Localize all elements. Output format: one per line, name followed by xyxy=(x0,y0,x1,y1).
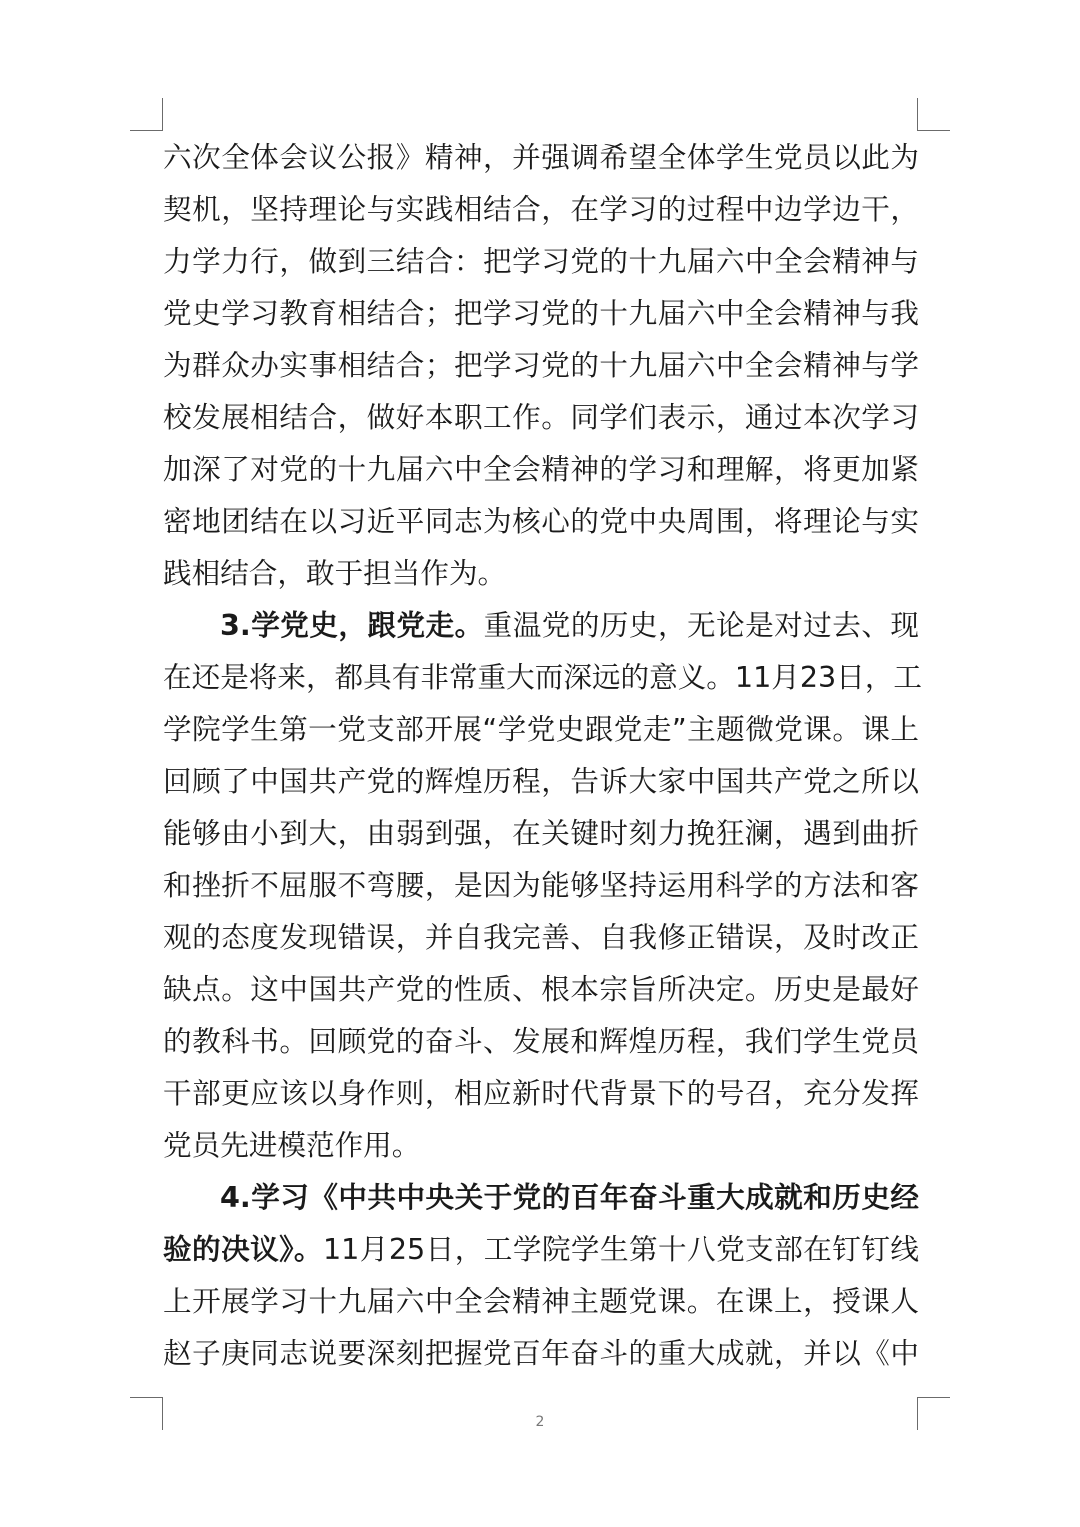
text-line: 能够由小到大，由弱到强，在关键时刻力挽狂澜，遇到曲折 xyxy=(163,816,919,850)
text-line: 回顾了中国共产党的辉煌历程，告诉大家中国共产党之所以 xyxy=(163,764,919,798)
paragraph-line xyxy=(163,1223,919,1275)
text-span: 重温党的历史，无论是对过去、现 xyxy=(483,608,919,642)
text-line: 力学力行，做到三结合：把学习党的十九届六中全会精神与 xyxy=(163,244,919,278)
text-line: 学院学生第一党支部开展“学党史跟党走”主题微党课。课上 xyxy=(163,712,919,746)
text-line: 和挫折不屈服不弯腰，是因为能够坚持运用科学的方法和客 xyxy=(163,868,919,902)
crop-mark-top-right xyxy=(917,98,950,131)
text-line: 观的态度发现错误，并自我完善、自我修正错误，及时改正 xyxy=(163,920,919,954)
text-line: 在还是将来，都具有非常重大而深远的意义。11月23日，工 xyxy=(163,660,923,694)
text-line: 党史学习教育相结合；把学习党的十九届六中全会精神与我 xyxy=(163,296,919,330)
document-body xyxy=(163,131,923,1379)
section-heading-end: 验的决议》。 xyxy=(163,1232,323,1266)
text-line: 党员先进模范作用。 xyxy=(163,1128,421,1162)
crop-mark-top-left xyxy=(130,98,163,131)
text-line: 缺点。这中国共产党的性质、根本宗旨所决定。历史是最好 xyxy=(163,972,919,1006)
page-number: 2 xyxy=(535,1414,545,1430)
text-line: 校发展相结合，做好本职工作。同学们表示，通过本次学习 xyxy=(163,400,919,434)
text-line: 赵子庚同志说要深刻把握党百年奋斗的重大成就，并以《中 xyxy=(163,1336,919,1370)
text-line: 密地团结在以习近平同志为核心的党中央周围，将理论与实 xyxy=(163,504,919,538)
text-line: 六次全体会议公报》精神，并强调希望全体学生党员以此为 xyxy=(163,140,919,174)
paragraph-first-line xyxy=(163,599,919,651)
text-line: 加深了对党的十九届六中全会精神的学习和理解，将更加紧 xyxy=(163,452,919,486)
text-line: 上开展学习十九届六中全会精神主题党课。在课上，授课人 xyxy=(163,1284,919,1318)
section-heading: 3.学党史，跟党走。 xyxy=(220,608,484,642)
text-line: 为群众办实事相结合；把学习党的十九届六中全会精神与学 xyxy=(163,348,919,382)
text-line: 契机，坚持理论与实践相结合，在学习的过程中边学边干， xyxy=(163,192,919,226)
section-heading: 4.学习《中共中央关于党的百年奋斗重大成就和历史经 xyxy=(220,1180,919,1214)
text-span: 11月25日，工学院学生第十八党支部在钉钉线 xyxy=(322,1232,919,1266)
text-line: 的教科书。回顾党的奋斗、发展和辉煌历程，我们学生党员 xyxy=(163,1024,919,1058)
text-line: 干部更应该以身作则，相应新时代背景下的号召，充分发挥 xyxy=(163,1076,919,1110)
text-line: 践相结合，敢于担当作为。 xyxy=(163,556,507,590)
